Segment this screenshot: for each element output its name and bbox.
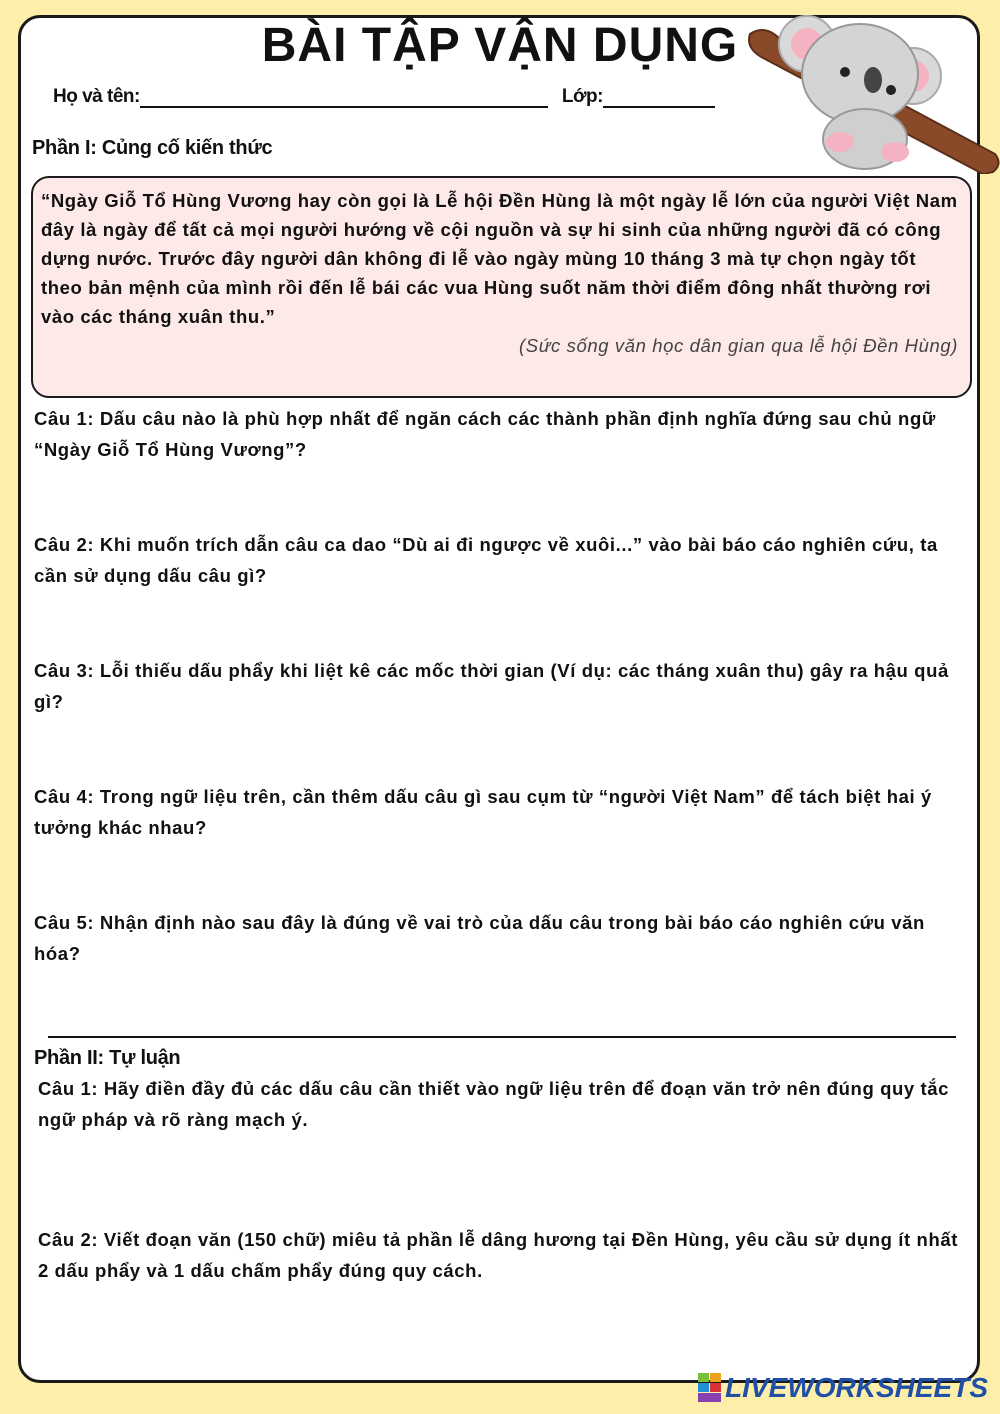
part1-title: Phần I: Củng cố kiến thức <box>32 137 273 159</box>
part2-title: Phần II: Tự luận <box>34 1047 181 1069</box>
section-divider <box>48 1036 956 1038</box>
name-label: Họ và tên: <box>53 86 140 107</box>
koala-illustration <box>745 14 1000 174</box>
part1-question-2: Câu 2: Khi muốn trích dẫn câu ca dao “Dù ai đi ngược về xuôi...” vào bài báo cáo nghiên cứu, ta cần sử dụng dấu câu gì? <box>34 534 938 586</box>
part1-question-5: Câu 5: Nhận định nào sau đây là đúng về vai trò của dấu câu trong bài báo cáo nghiên cứu văn hóa? <box>34 912 925 964</box>
part2-question-1: Câu 1: Hãy điền đầy đủ các dấu câu cần thiết vào ngữ liệu trên để đoạn văn trở nên đúng quy tắc ngữ pháp và rõ ràng mạch ý. <box>38 1078 950 1130</box>
class-field[interactable] <box>603 86 715 108</box>
passage-box <box>31 176 972 398</box>
passage-text: “Ngày Giỗ Tổ Hùng Vương hay còn gọi là Lễ hội Đền Hùng là một ngày lễ lớn của người Việt Nam đây là ngày để tất cả mọi người hướng về cội nguồn và sự hi sinh của những người đã có công dựng nước. Trước đây người dân không đi lễ vào ngày mùng 10 tháng 3 mà tự chọn ngày tốt theo bản mệnh của mình rồi đến lễ bái các vua Hùng suốt năm thời điểm đông nhất thường rơi vào các tháng xuân thu.” <box>41 190 958 327</box>
name-field[interactable] <box>140 86 548 108</box>
class-label: Lớp: <box>561 86 603 107</box>
part1-question-3: Câu 3: Lỗi thiếu dấu phẩy khi liệt kê các mốc thời gian (Ví dụ: các tháng xuân thu) gây ra hậu quả gì? <box>34 660 949 712</box>
liveworksheets-logo-text: LIVEWORKSHEETS <box>725 1372 988 1403</box>
page-title: BÀI TẬP VẬN DỤNG <box>261 19 739 72</box>
passage-source: (Sức sống văn học dân gian qua lễ hội Đền Hùng) <box>519 335 958 356</box>
part1-question-4: Câu 4: Trong ngữ liệu trên, cần thêm dấu câu gì sau cụm từ “người Việt Nam” để tách biệt hai ý tưởng khác nhau? <box>34 786 932 838</box>
liveworksheets-logo-icon <box>698 1373 722 1403</box>
liveworksheets-logo <box>698 1372 988 1404</box>
part2-question-2: Câu 2: Viết đoạn văn (150 chữ) miêu tả phần lễ dâng hương tại Đền Hùng, yêu cầu sử dụng ít nhất 2 dấu phẩy và 1 dấu chấm phẩy đúng quy cách. <box>38 1229 958 1281</box>
student-info-row <box>53 86 715 108</box>
part1-question-1: Câu 1: Dấu câu nào là phù hợp nhất để ngăn cách các thành phần định nghĩa đứng sau chủ ngữ “Ngày Giỗ Tổ Hùng Vương”? <box>34 408 936 460</box>
